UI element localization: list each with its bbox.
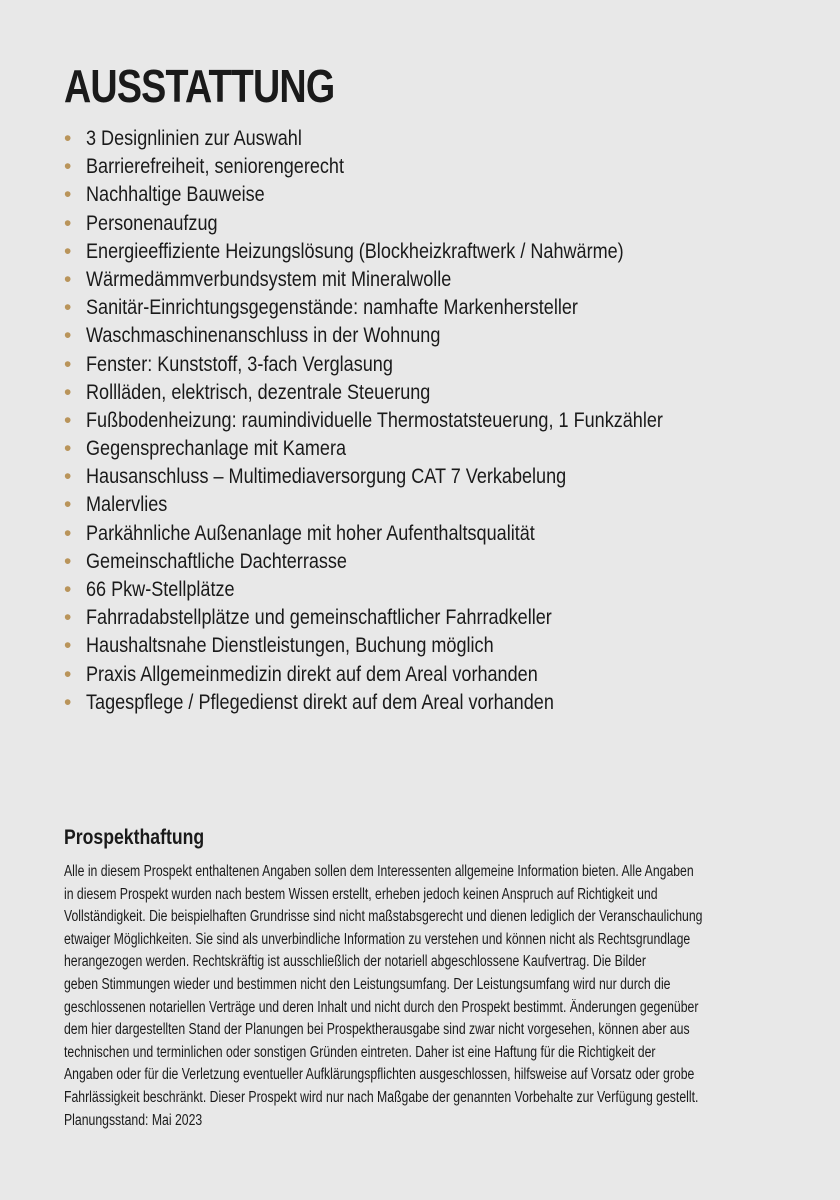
bullet-icon: •	[64, 380, 72, 404]
list-item	[64, 294, 824, 322]
list-item-text: 66 Pkw-Stellplätze	[86, 578, 235, 601]
disclaimer-line: Angaben oder für die Verletzung eventueller Aufklärungspflichten ausgeschlossen, hilfsweise auf Vorsatz oder grobe	[64, 1066, 695, 1084]
bullet-icon: •	[64, 578, 72, 601]
disclaimer-line: geschlossenen notariellen Verträge und deren Inhalt und nicht durch den Prospekt bestimmt. Änderungen gegenüber	[64, 998, 699, 1016]
list-item	[64, 661, 824, 689]
disclaimer-heading: Prospekthaftung	[64, 826, 205, 849]
bullet-icon: •	[64, 549, 72, 573]
list-item-text: Waschmaschinenanschluss in der Wohnung	[86, 324, 441, 348]
list-item-text: Sanitär-Einrichtungsgegenstände: namhafte Markenhersteller	[86, 296, 578, 320]
disclaimer-line: Vollständigkeit. Die beispielhaften Grundrisse sind nicht maßstabsgerecht und dienen lediglich der Veranschaulichung	[64, 908, 703, 926]
list-item-text: Praxis Allgemeinmedizin direkt auf dem Areal vorhanden	[86, 662, 538, 686]
list-item	[64, 520, 824, 548]
list-item-text: Energieeffiziente Heizungslösung (Blockheizkraftwerk / Nahwärme)	[86, 239, 624, 263]
disclaimer-line: technischen und terminlichen oder sonstigen Gründen eintreten. Daher ist eine Haftung für die Richtigkeit der	[64, 1043, 656, 1061]
list-item	[64, 407, 824, 435]
bullet-icon: •	[64, 127, 72, 150]
disclaimer-body	[64, 861, 804, 1132]
list-item-text: Gemeinschaftliche Dachterrasse	[86, 549, 347, 573]
bullet-icon: •	[64, 296, 72, 320]
bullet-icon: •	[64, 465, 72, 489]
list-item-text: Parkähnliche Außenanlage mit hoher Aufenthaltsqualität	[86, 521, 535, 545]
page-title: AUSSTATTUNG	[64, 60, 335, 112]
list-item-text: Hausanschluss – Multimediaversorgung CAT 7 Verkabelung	[86, 465, 567, 489]
list-item	[64, 491, 824, 519]
list-item	[64, 632, 824, 660]
list-item-text: Wärmedämmverbundsystem mit Mineralwolle	[86, 267, 452, 291]
list-item	[64, 351, 824, 379]
list-item	[64, 463, 824, 491]
list-item-text: Nachhaltige Bauweise	[86, 183, 265, 207]
bullet-icon: •	[64, 521, 72, 545]
bullet-icon: •	[64, 437, 72, 461]
bullet-icon: •	[64, 324, 72, 348]
bullet-icon: •	[64, 239, 72, 263]
list-item-text: Rollläden, elektrisch, dezentrale Steuerung	[86, 380, 431, 404]
list-item	[64, 576, 824, 604]
disclaimer-line: geben Stimmungen wieder und bestimmen nicht den Leistungsumfang. Der Leistungsumfang wird nur durch die	[64, 975, 671, 993]
planning-status: Planungsstand: Mai 2023	[64, 1111, 203, 1129]
bullet-icon: •	[64, 690, 72, 714]
disclaimer-line: dem hier dargestellten Stand der Planungen bei Prospektherausgabe sind zwar nicht vorgesehen, können aber aus	[64, 1021, 690, 1039]
list-item-text: Haushaltsnahe Dienstleistungen, Buchung möglich	[86, 634, 494, 658]
list-item-text: Fußbodenheizung: raumindividuelle Thermostatsteuerung, 1 Funkzähler	[86, 408, 663, 432]
list-item	[64, 322, 824, 350]
bullet-icon: •	[64, 634, 72, 658]
list-item-text: Barrierefreiheit, seniorengerecht	[86, 155, 344, 179]
bullet-icon: •	[64, 493, 72, 517]
list-item	[64, 181, 824, 209]
list-item	[64, 689, 824, 717]
list-item	[64, 153, 824, 181]
disclaimer-line: herangezogen werden. Rechtskräftig ist ausschließlich der notariell abgeschlossene Kaufvertrag. Die Bilder	[64, 953, 646, 971]
list-item	[64, 210, 824, 238]
bullet-icon: •	[64, 662, 72, 686]
list-item-text: 3 Designlinien zur Auswahl	[86, 127, 302, 150]
disclaimer-line: etwaiger Möglichkeiten. Sie sind als unverbindliche Information zu verstehen und können nicht als Rechtsgrundlage	[64, 930, 691, 948]
list-item-text: Fahrradabstellplätze und gemeinschaftlicher Fahrradkeller	[86, 606, 552, 630]
feature-list	[64, 125, 824, 717]
list-item	[64, 604, 824, 632]
list-item	[64, 266, 824, 294]
list-item-text: Tagespflege / Pflegedienst direkt auf dem Areal vorhanden	[86, 690, 554, 714]
list-item-text: Gegensprechanlage mit Kamera	[86, 437, 347, 461]
list-item	[64, 125, 824, 153]
list-item	[64, 238, 824, 266]
bullet-icon: •	[64, 267, 72, 291]
list-item	[64, 379, 824, 407]
list-item	[64, 548, 824, 576]
bullet-icon: •	[64, 155, 72, 179]
bullet-icon: •	[64, 211, 72, 235]
bullet-icon: •	[64, 606, 72, 630]
bullet-icon: •	[64, 352, 72, 376]
disclaimer-line: Fahrlässigkeit beschränkt. Dieser Prospekt wird nur nach Maßgabe der genannten Vorbehalte zur Verfügung gestellt.	[64, 1088, 699, 1106]
list-item-text: Fenster: Kunststoff, 3-fach Verglasung	[86, 352, 393, 376]
list-item-text: Malervlies	[86, 493, 168, 517]
bullet-icon: •	[64, 408, 72, 432]
list-item	[64, 435, 824, 463]
disclaimer-line: Alle in diesem Prospekt enthaltenen Angaben sollen dem Interessenten allgemeine Information bieten. Alle Angaben	[64, 863, 694, 880]
bullet-icon: •	[64, 183, 72, 207]
list-item-text: Personenaufzug	[86, 211, 218, 235]
disclaimer-line: in diesem Prospekt wurden nach bestem Wissen erstellt, erheben jedoch keinen Anspruch auf Richtigkeit und	[64, 885, 658, 903]
